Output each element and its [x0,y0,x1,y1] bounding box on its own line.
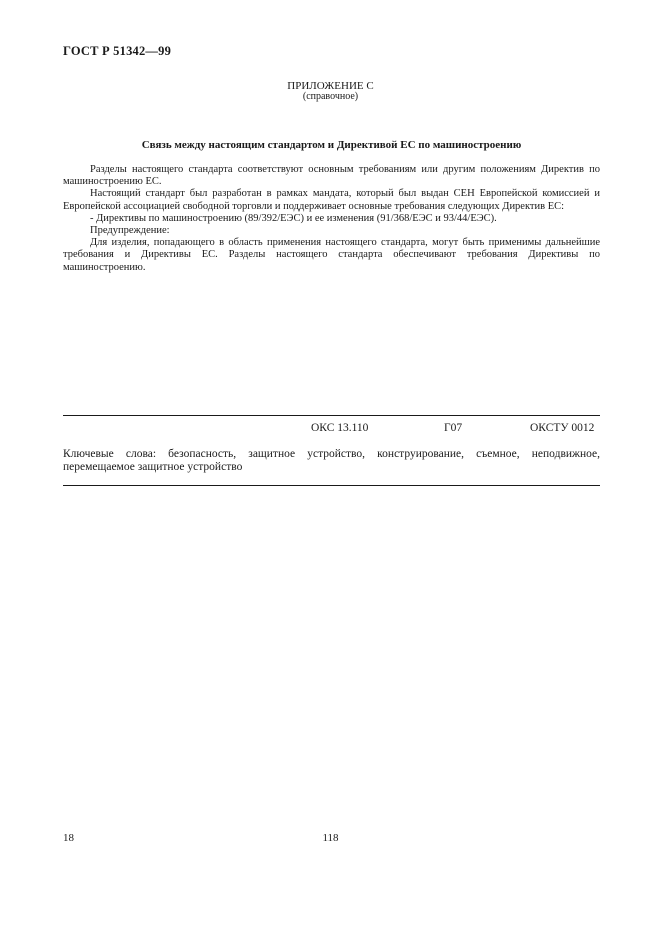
oks-code: ОКС 13.110 [311,422,369,434]
appendix-subtitle: (справочное) [302,91,359,102]
appendix-title: ПРИЛОЖЕНИЕ С [287,80,374,92]
paragraph: Настоящий стандарт был разработан в рамках мандата, который был выдан СЕН Европейской комиссией и Европейской ассоциацией свободной торговли и поддерживает основные требования следующих Директив ЕС: [63,188,600,212]
paragraph: Предупреждение: [90,225,170,237]
keywords: Ключевые слова: безопасность, защитное устройство, конструирование, съемное, неподвижное, перемещаемое защитное устройство [63,448,600,473]
paragraph: Для изделия, попадающего в область применения настоящего стандарта, могут быть применимы дальнейшие требования и Директивы ЕС. Разделы настоящего стандарта обеспечивают требования Директивы по машиностроению. [63,237,600,273]
bottom-divider [63,485,600,486]
page-number-left: 18 [63,832,74,844]
okstu-code: ОКСТУ 0012 [530,422,595,434]
paragraph: - Директивы по машиностроению (89/392/ЕЭС) и ее изменения (91/368/ЕЭС и 93/44/ЕЭС). [90,212,497,224]
section-body [63,164,600,274]
paragraph: Разделы настоящего стандарта соответствуют основным требованиям или другим положениям Директив по машиностроению ЕС. [63,164,600,188]
group-code: Г07 [444,422,463,434]
page-number-center: 118 [322,832,339,844]
top-divider [63,415,600,416]
standard-code: ГОСТ Р 51342—99 [63,44,172,58]
section-heading: Связь между настоящим стандартом и Директивой ЕС по машиностроению [141,139,522,151]
